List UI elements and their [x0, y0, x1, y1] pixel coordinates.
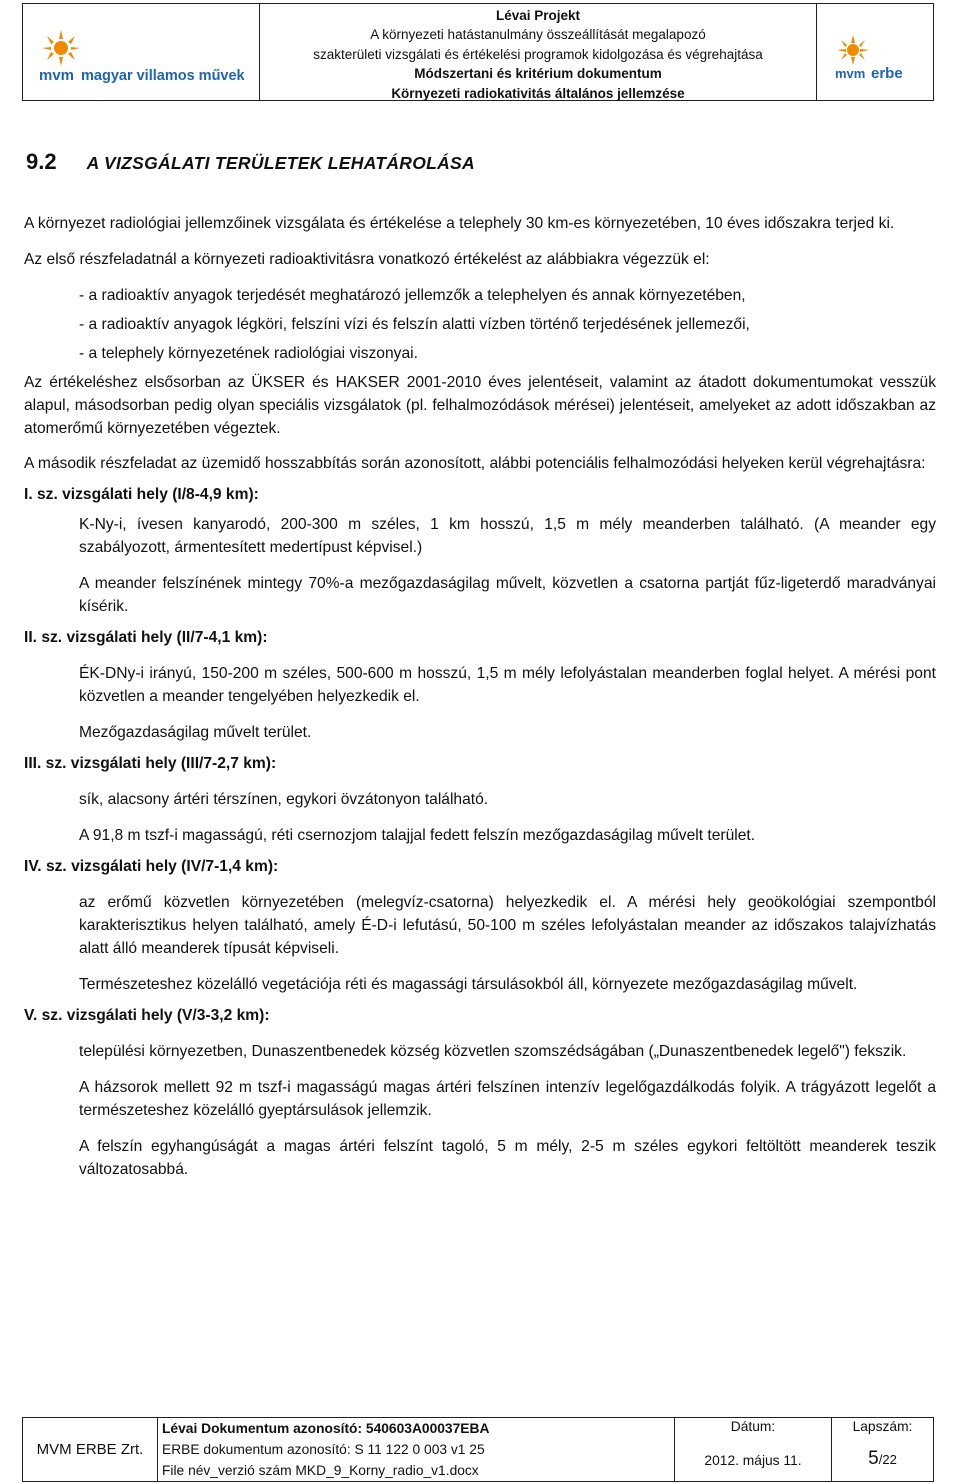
- erbe-logo: [831, 28, 921, 88]
- site-description: A 91,8 m tszf-i magasságú, réti csernozjom talajjal fedett felszín mezőgazdaságilag művelt terület.: [79, 827, 756, 844]
- footer-file-name: File név_verzió szám MKD_9_Korny_radio_v1.docx: [162, 1463, 479, 1478]
- page-footer: [22, 1417, 934, 1482]
- site-description: az erőmű közvetlen környezetében (melegvíz-csatorna) helyezkedik el. A mérési hely geoökológiai szempontból karakterisztikus helyen található, amely É-D-i lefutású, 50-100 m széles lefolyástalan meander az időszakos talajvízhatás alatt álló meanderek típusát képviseli.: [79, 894, 936, 957]
- site-title: V. sz. vizsgálati hely (V/3-3,2 km):: [24, 1007, 270, 1024]
- svg-text:magyar villamos művek: magyar villamos művek: [81, 68, 245, 84]
- site-title: I. sz. vizsgálati hely (I/8-4,9 km):: [24, 486, 259, 503]
- page-header: [22, 3, 934, 101]
- header-doc-type: Módszertani és kritérium dokumentum: [414, 66, 662, 82]
- site-description: ÉK-DNy-i irányú, 150-200 m széles, 500-600 m hosszú, 1,5 m mély lefolyástalan meanderben foglal helyet. A mérési pont közvetlen a meander tengelyében helyezkedik el.: [79, 665, 936, 705]
- footer-company: MVM ERBE Zrt.: [23, 1418, 158, 1482]
- site-description: A felszín egyhangúságát a magas ártéri felszínt tagoló, 5 m mély, 2-5 m széles egykori feltöltött meanderek teszik változatosabbá.: [79, 1138, 936, 1178]
- bullet-item: - a telephely környezetének radiológiai viszonyai.: [79, 345, 418, 362]
- footer-page-cell: [832, 1418, 934, 1482]
- footer-page-number: [836, 1448, 929, 1470]
- site-description: K-Ny-i, ívesen kanyarodó, 200-300 m széles, 1 km hosszú, 1,5 m mély meanderben található. (A meander egy szabályozott, ármentesített medertípust képvisel.): [79, 516, 936, 556]
- site-description: sík, alacsony ártéri térszínen, egykori övzátonyon található.: [79, 791, 489, 808]
- mvm-logo-cell: [23, 4, 260, 100]
- bullet-item: - a radioaktív anyagok légköri, felszíni vízi és felszín alatti vízben történő terjedésének jellemezői,: [79, 316, 750, 333]
- footer-doc-ids: [158, 1418, 675, 1482]
- section-title: A VIZSGÁLATI TERÜLETEK LEHATÁROLÁSA: [86, 153, 475, 173]
- section-number: 9.2: [26, 149, 57, 174]
- erbe-logo-cell: [817, 4, 933, 100]
- footer-date-cell: [675, 1418, 832, 1482]
- svg-text:mvm: mvm: [835, 66, 866, 81]
- page-total: /22: [878, 1452, 897, 1467]
- site-description: A házsorok mellett 92 m tszf-i magasságú magas ártéri felszínen intenzív legelőgazdálkodás folyik. A trágyázott legelőt a természeteshez közelálló gyeptársulások jellemzik.: [79, 1079, 936, 1119]
- paragraph-scope: A környezet radiológiai jellemzőinek vizsgálata és értékelése a telephely 30 km-es környezetében, 10 éves időszakra terjed ki.: [24, 215, 895, 232]
- paragraph-first-task: Az első részfeladatnál a környezeti radioaktivitásra vonatkozó értékelést az alábbiakra végezzük el:: [24, 251, 710, 268]
- site-description: Természeteshez közelálló vegetációja réti és magassági társulásokból áll, környezete mezőgazdaságilag művelt.: [79, 976, 858, 993]
- header-doc-title: Környezeti radiokativitás általános jellemzése: [391, 85, 685, 101]
- paragraph-second-task: A második részfeladat az üzemidő hosszabbítás során azonosított, alábbi potenciális felhalmozódási helyeken kerül végrehajtásra:: [24, 455, 926, 472]
- mvm-logo: [35, 28, 255, 88]
- footer-page-label: Lapszám:: [852, 1419, 913, 1434]
- footer-levai-doc-id: Lévai Dokumentum azonosító: 540603A00037EBA: [162, 1421, 490, 1436]
- site-title: IV. sz. vizsgálati hely (IV/7-1,4 km):: [24, 858, 279, 875]
- header-subtitle-1: A környezeti hatástanulmány összeállítását megalapozó: [370, 27, 706, 43]
- footer-erbe-doc-id: ERBE dokumentum azonosító: S 11 122 0 003 v1 25: [162, 1442, 485, 1457]
- svg-text:erbe: erbe: [871, 65, 903, 82]
- footer-date-label: Dátum:: [730, 1419, 776, 1434]
- section-heading: [26, 149, 475, 175]
- svg-text:mvm: mvm: [39, 67, 75, 84]
- footer-date: 2012. május 11.: [704, 1453, 802, 1468]
- header-subtitle-2: szakterületi vizsgálati és értékelési programok kidolgozása és végrehajtása: [313, 46, 763, 62]
- paragraph-evaluation-sources: Az értékeléshez elsősorban az ÜKSER és HAKSER 2001-2010 éves jelentéseit, valamint az átadott dokumentumokat vesszük alapul, másodsorban pedig olyan speciális vizsgálatok (pl. felhalmozódások mérései) jelentéseit, amelyeket az adott időszakban az atomerőmű környezetében végeztek.: [24, 374, 936, 437]
- page-current: 5: [868, 1448, 879, 1469]
- header-title-block: [260, 4, 817, 100]
- site-description: települési környezetben, Dunaszentbenedek község közvetlen szomszédságában („Dunaszentbenedek legelő") fekszik.: [79, 1043, 907, 1060]
- site-description: Mezőgazdaságilag művelt terület.: [79, 724, 312, 741]
- site-description: A meander felszínének mintegy 70%-a mezőgazdaságilag művelt, közvetlen a csatorna partját fűz-ligeterdő maradványai kísérik.: [79, 575, 936, 615]
- bullet-item: - a radioaktív anyagok terjedését meghatározó jellemzők a telephelyen és annak környezetében,: [79, 287, 746, 304]
- site-title: III. sz. vizsgálati hely (III/7-2,7 km):: [24, 755, 277, 772]
- header-project: Lévai Projekt: [495, 8, 581, 23]
- site-title: II. sz. vizsgálati hely (II/7-4,1 km):: [24, 629, 268, 646]
- document-body: [24, 212, 936, 1181]
